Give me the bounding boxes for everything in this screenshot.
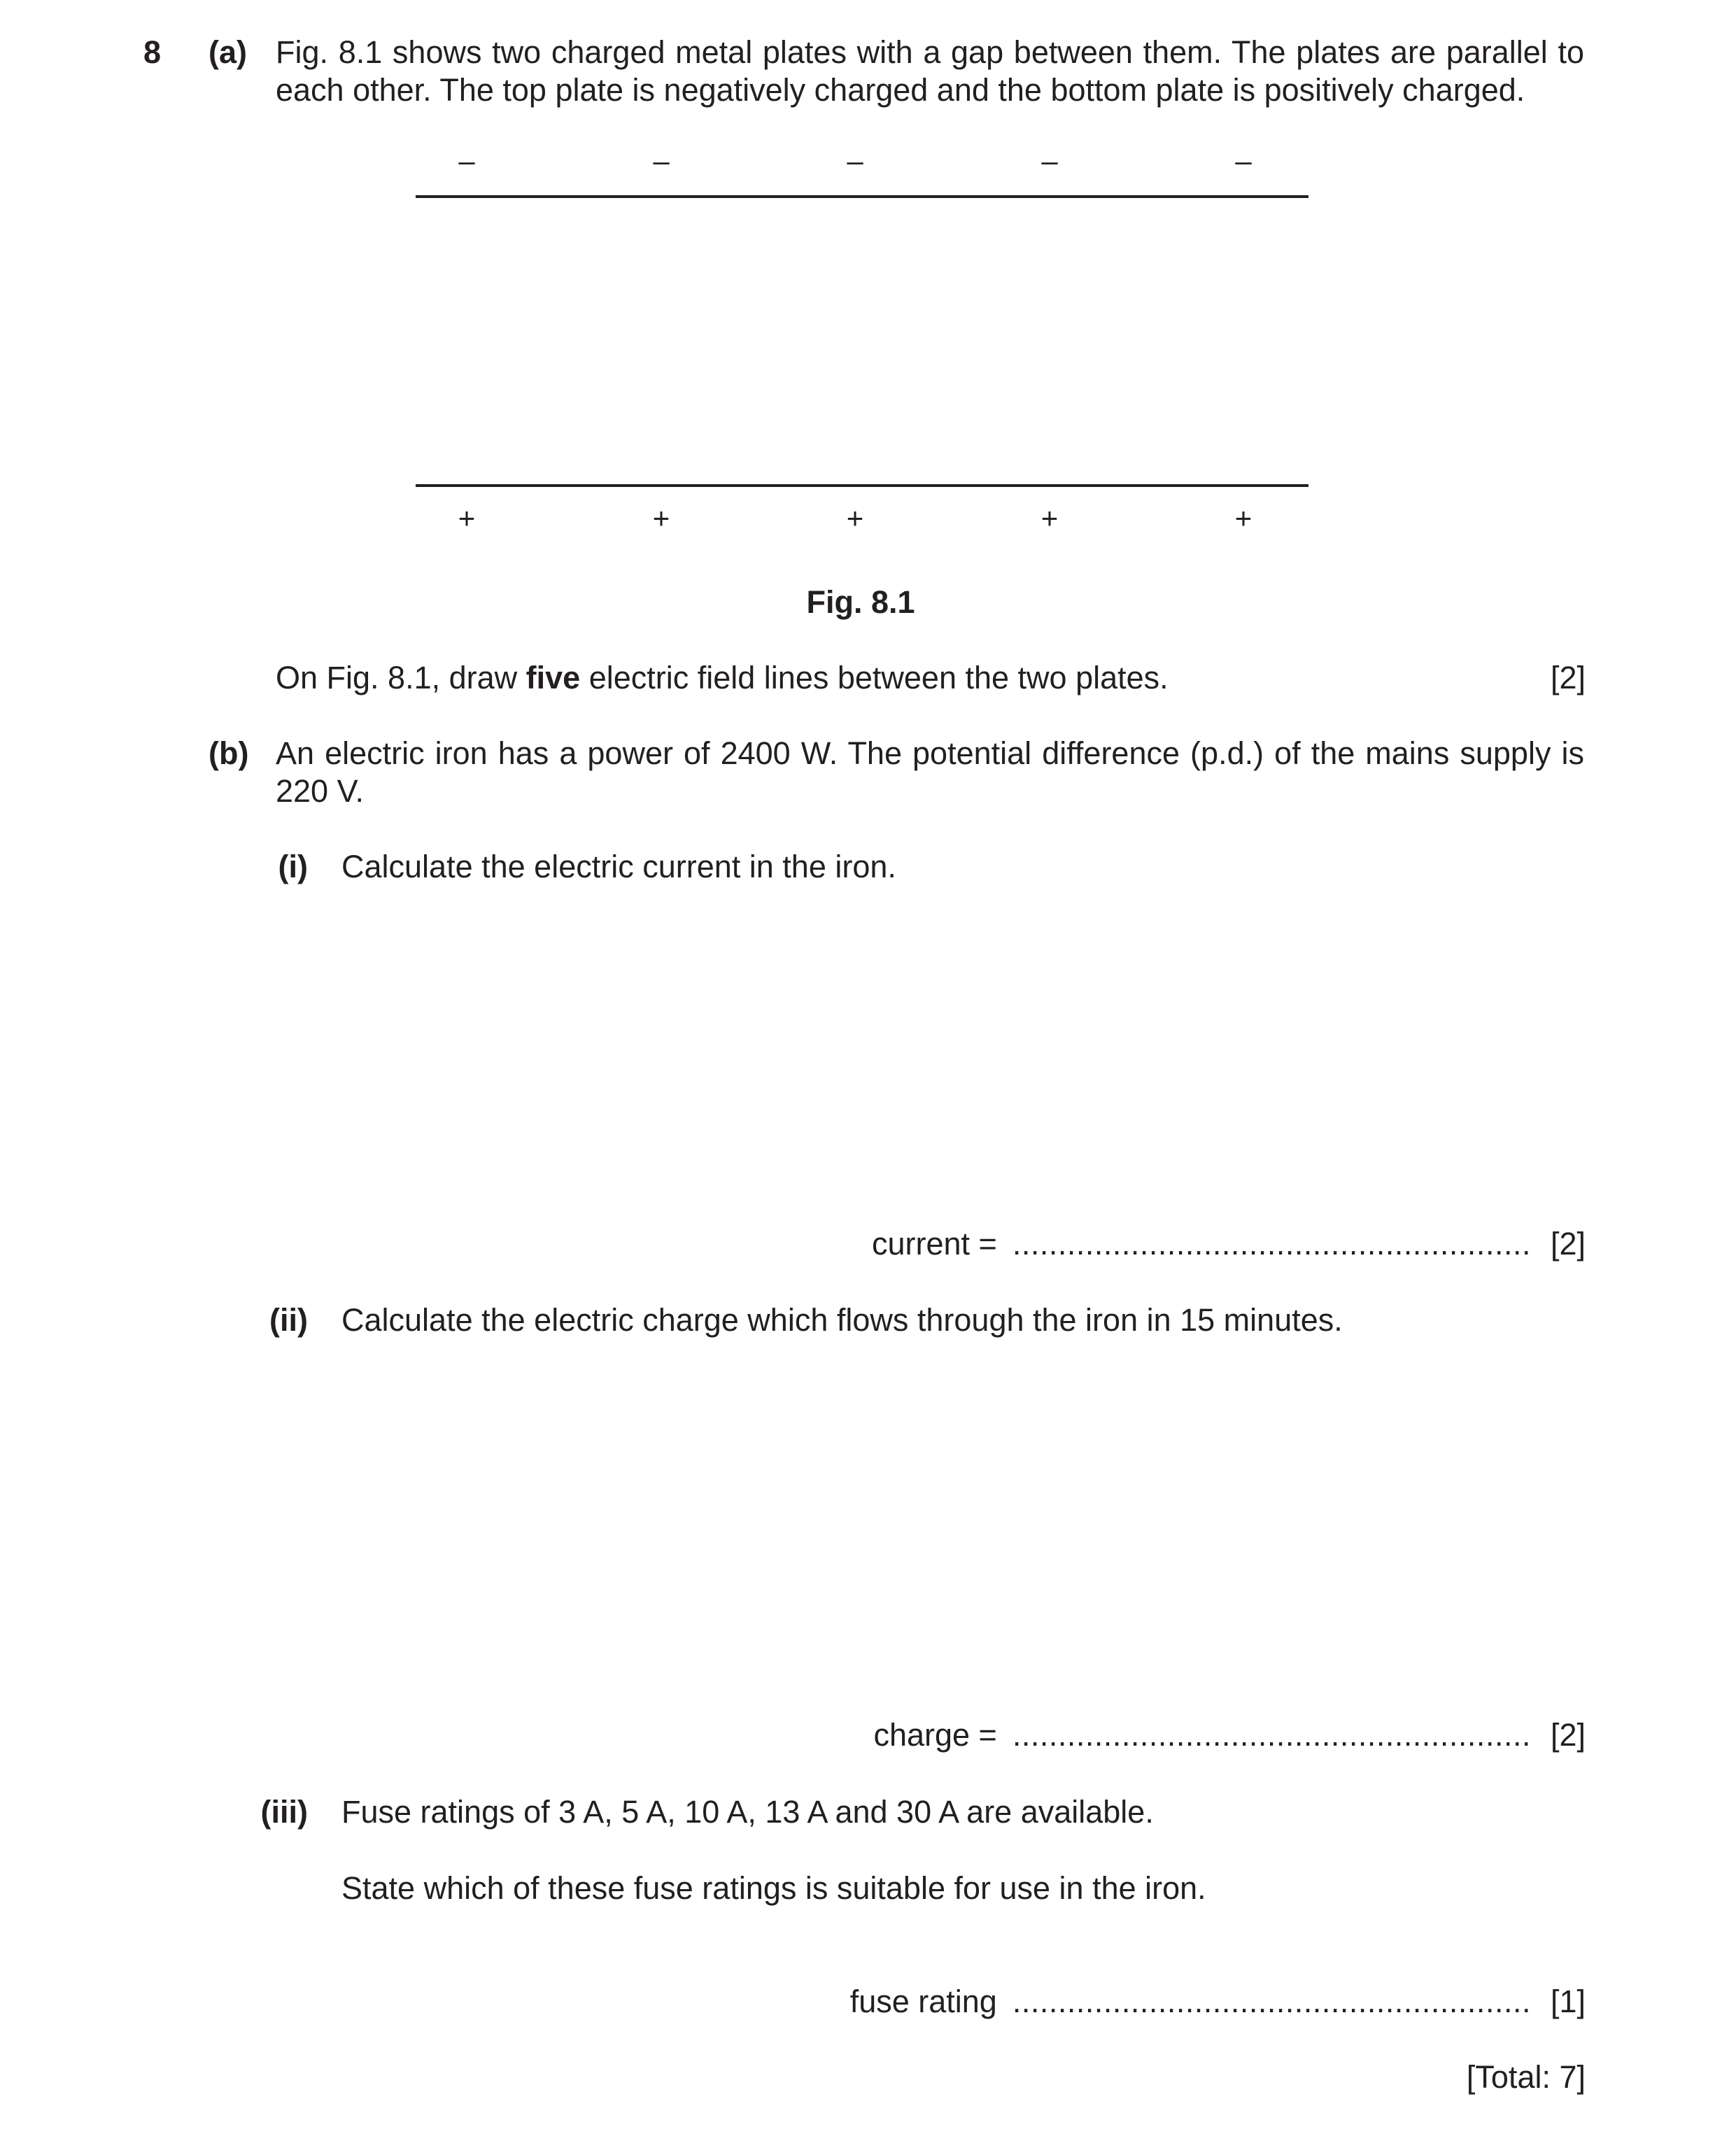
part-a-label: (a) xyxy=(209,34,247,70)
top-plate xyxy=(416,195,1308,198)
bottom-plate xyxy=(416,484,1308,487)
part-a-instruction xyxy=(276,659,1169,697)
negative-sign: – xyxy=(1235,144,1252,177)
question-number: 8 xyxy=(143,34,162,70)
positive-sign: + xyxy=(458,502,476,535)
fuse-answer-line xyxy=(850,1983,1586,2021)
instruction-emphasis: five xyxy=(525,660,581,695)
sub-i-label: (i) xyxy=(278,849,308,884)
charge-answer-label: charge = xyxy=(873,1717,997,1753)
sub-iii-text: Fuse ratings of 3 A, 5 A, 10 A, 13 A and 30 A are available. xyxy=(341,1794,1154,1830)
fuse-answer-label: fuse rating xyxy=(849,1984,997,2019)
part-b-text: An electric iron has a power of 2400 W. The potential difference (p.d.) of the mains supply is 220 V. xyxy=(276,735,1584,809)
positive-sign: + xyxy=(1234,502,1252,535)
part-b-label: (b) xyxy=(209,735,249,771)
fuse-answer-field[interactable]: ......................................................... xyxy=(1012,1984,1531,2019)
current-answer-line xyxy=(872,1225,1586,1263)
charge-answer-line xyxy=(873,1716,1586,1754)
sub-ii-marks: [2] xyxy=(1550,1717,1586,1753)
current-answer-field[interactable]: ......................................................... xyxy=(1012,1226,1531,1262)
negative-sign: – xyxy=(1041,144,1058,177)
instruction-text: On Fig. 8.1, draw xyxy=(276,660,526,695)
current-answer-label: current = xyxy=(871,1226,997,1262)
sub-i-marks: [2] xyxy=(1550,1226,1586,1262)
positive-sign: + xyxy=(1040,502,1059,535)
sub-i-text: Calculate the electric current in the iron. xyxy=(341,849,896,884)
negative-sign: – xyxy=(458,144,475,177)
sub-iii-marks: [1] xyxy=(1550,1984,1586,2019)
charge-answer-field[interactable]: ......................................................... xyxy=(1012,1717,1531,1753)
figure-caption: Fig. 8.1 xyxy=(806,584,915,620)
sub-iii-instruction: State which of these fuse ratings is suitable for use in the iron. xyxy=(341,1870,1206,1906)
sub-iii-label: (iii) xyxy=(260,1794,308,1830)
sub-ii-label: (ii) xyxy=(269,1302,308,1338)
total-marks: [Total: 7] xyxy=(1466,2059,1586,2095)
part-a-marks: [2] xyxy=(1550,660,1586,695)
negative-sign: – xyxy=(653,144,670,177)
sub-ii-text: Calculate the electric charge which flows through the iron in 15 minutes. xyxy=(341,1302,1343,1338)
positive-sign: + xyxy=(652,502,670,535)
negative-sign: – xyxy=(847,144,863,177)
part-a-text: Fig. 8.1 shows two charged metal plates with a gap between them. The plates are parallel to each other. The top plate is negatively charged and the bottom plate is positively charged. xyxy=(276,34,1584,108)
instruction-text: electric field lines between the two plates. xyxy=(580,660,1169,695)
positive-sign: + xyxy=(846,502,864,535)
